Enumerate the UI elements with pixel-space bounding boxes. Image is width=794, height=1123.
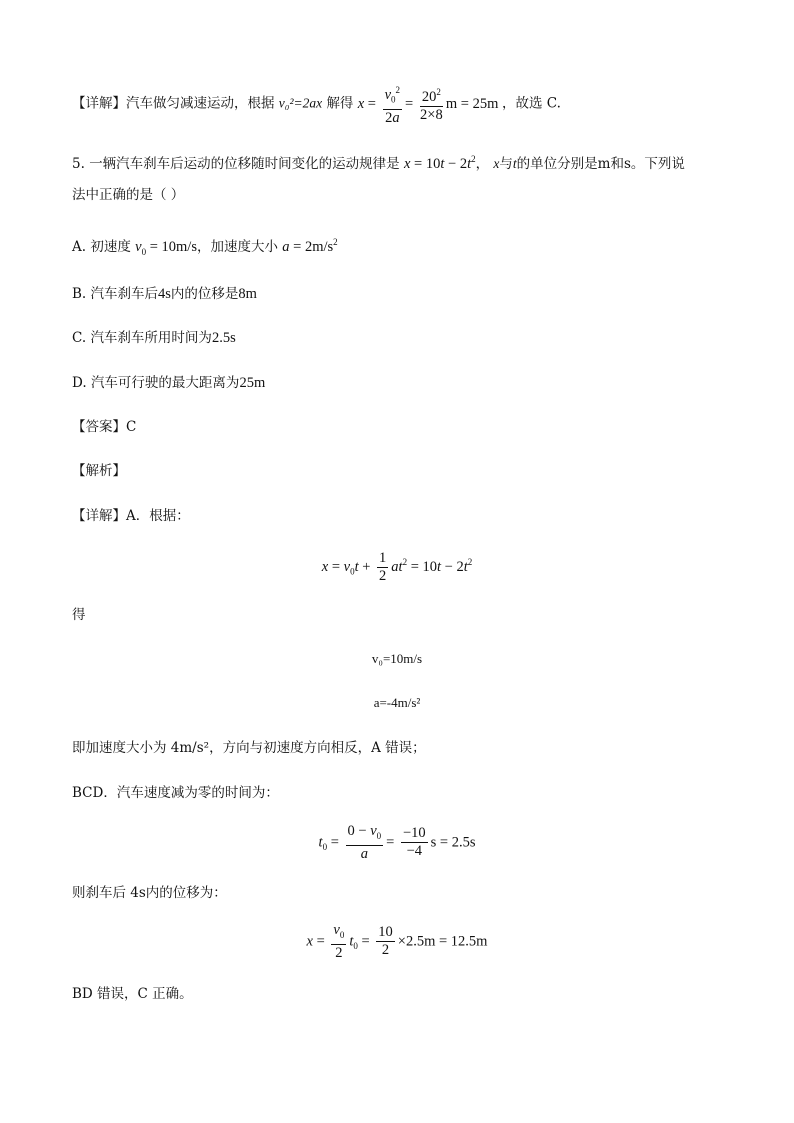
previous-detail-line: 【详解】汽车做匀减速运动，根据 v₀²=2ax 解得 x = $\frac{v_0^2}{2a}$ = $\frac{20^2}{2\times 8}$ m = 25m ，故选 C.	[72, 82, 561, 127]
prev-formula: x = $\frac{v_0^2}{2a}$ = $\frac{20^2}{2\times 8}$ m = 25m	[358, 96, 502, 112]
final-conclusion: BD 错误，C 正确。	[72, 986, 193, 1002]
option-d: D. 汽车可行驶的最大距离为25m	[72, 375, 266, 391]
question-stem: 5. 一辆汽车刹车后运动的位移随时间变化的运动规律是 $x = 10t - 2t^2$， x与t的单位分别是m和s。下列说	[72, 154, 685, 172]
a-result: a=-4m/s²	[373, 695, 421, 710]
bcd-intro: BCD．汽车速度减为零的时间为：	[72, 785, 279, 801]
answer-line	[72, 418, 136, 436]
analysis-tag: 【解析】	[72, 463, 126, 479]
conclusion-a: 即加速度大小为 4m/s²，方向与初速度方向相反，A 错误；	[72, 740, 426, 756]
answer-value: C	[126, 419, 137, 435]
de-text: 得	[72, 607, 86, 623]
option-b: B. 汽车刹车后4s内的位移是8m	[72, 286, 257, 302]
displacement-formula: $x = v_0t$ + $\frac{1}{2}$ $at^2 = 10t - 2t^2$	[321, 550, 473, 584]
option-c: C. 汽车刹车所用时间为2.5s	[72, 330, 236, 346]
question-stem-cont: 法中正确的是（ ）	[72, 187, 185, 203]
detail-tag: 【详解】	[72, 95, 126, 112]
question-number: 5.	[72, 155, 85, 172]
answer-tag: 【答案】	[72, 419, 126, 435]
displacement-result: x = $\frac{v_0}{2}$ $t_0$ = $\frac{10}{2}$ ×2.5m = 12.5m	[306, 922, 488, 961]
disp-intro: 则刹车后 4s内的位移为：	[72, 885, 227, 901]
stop-time-formula: $t_0$ = $\frac{0 - v_0}{a}$ = $\frac{-10}{-4}$ s = 2.5s	[318, 823, 476, 862]
option-a: A. 初速度 $v_0 = 10m/s$，加速度大小 $a = 2m/s^2$	[72, 237, 338, 257]
solution-intro: 【详解】A．根据：	[72, 508, 190, 524]
v0-result: v₀=10m/s	[371, 651, 423, 666]
motion-equation: $x = 10t - 2t^2$	[403, 154, 476, 172]
